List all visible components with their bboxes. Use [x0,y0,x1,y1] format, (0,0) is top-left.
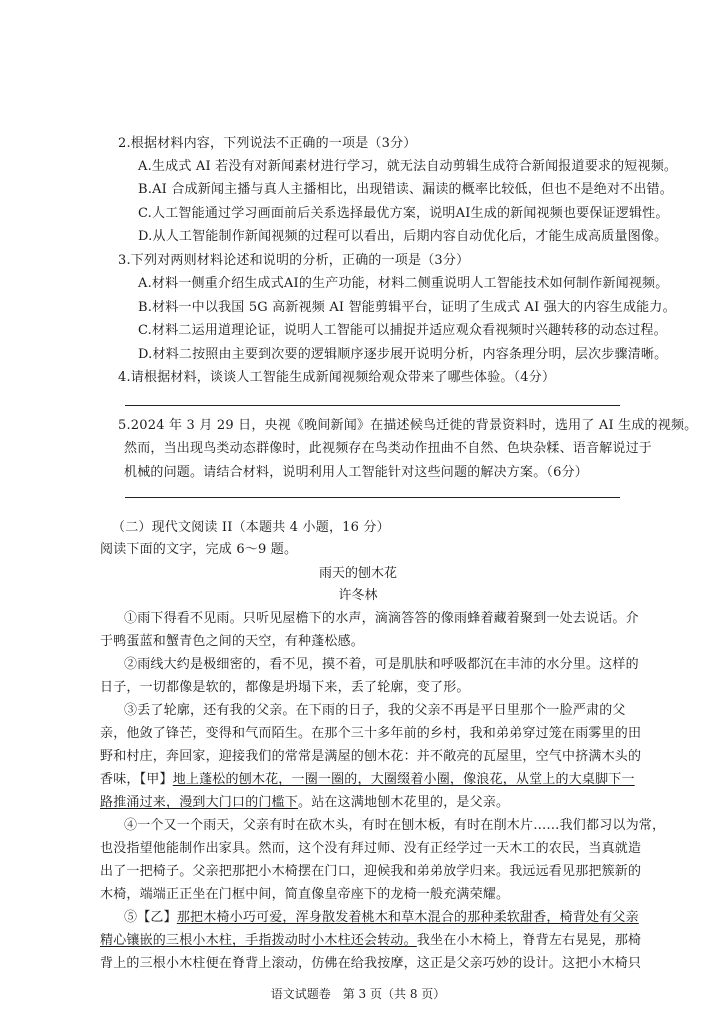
page-footer: 语文试题卷 第 3 页（共 8 页） [270,987,446,1001]
answer-line-q5 [125,497,620,498]
paragraph-3-line-4 [100,772,635,788]
paragraph-1-line-2: 于鸭蛋蓝和蟹青色之间的天空，有种蓬松感。 [100,634,365,649]
underlined-passage-jia: 地上蓬松的刨木花，一圈一圈的，大圈缀着小圈，像浪花，从堂上的大桌脚下一 [172,772,635,787]
paragraph-2-line-1: ②雨线大约是极细密的，看不见，摸不着，可是肌肤和呼吸都沉在丰沛的水分里。这样的 [124,657,639,672]
paragraph-5-line-2 [100,933,641,949]
underlined-passage-yi-end: 精心镶嵌的三根小木柱，手指拨动时小木柱还会转动。 [100,933,417,948]
paragraph-2-line-2: 日子，一切都像是软的，都像是坍塌下来，丢了轮廓，变了形。 [100,680,470,695]
paragraph-5-line-2-text: 我坐在小木椅上，脊背左右晃晃，那椅 [416,933,642,948]
article-author: 许冬林 [338,588,378,603]
paragraph-4-line-4: 木椅，端端正正坐在门框中间，简直像皇帝座下的龙椅一般充满荣耀。 [100,887,510,902]
question-2-stem: 2.根据材料内容，下列说法不正确的一项是（3分） [118,136,417,151]
paragraph-3-line-5 [100,795,509,811]
underlined-passage-jia-end: 路推涌过来，漫到大门口的门槛下 [100,795,299,810]
question-2-option-a: A.生成式 AI 若没有对新闻素材进行学习，就无法自动剪辑生成符合新闻报道要求的短视频。 [138,159,678,174]
question-3-option-d: D.材料二按照由主要到次要的逻辑顺序逐步展开说明分析，内容条理分明，层次步骤清晰。 [138,347,668,362]
paragraph-3-line-4-text: 香味，【甲】 [100,772,173,787]
question-5-line-2: 然而，当出现鸟类动态群像时，此视频存在鸟类动作扭曲不自然、色块杂糅、语音解说过于 [124,441,653,456]
question-2-option-b: B.AI 合成新闻主播与真人主播相比，出现错读、漏读的概率比较低，但也不是绝对不出错。 [138,182,673,197]
section-instruction: 阅读下面的文字，完成 6～9 题。 [100,542,298,557]
paragraph-5-line-1 [124,910,639,926]
paragraph-3-line-5-text: 。站在这满地刨木花里的，是父亲。 [298,795,510,810]
answer-line-q4 [125,405,620,406]
question-4-stem: 4.请根据材料，谈谈人工智能生成新闻视频给观众带来了哪些体验。（4分） [118,370,556,385]
question-3-option-a: A.材料一侧重介绍生成式AI的生产功能，材料二侧重说明人工智能技术如何制作新闻视频。 [138,276,669,291]
paragraph-3-line-1: ③丢了轮廓，还有我的父亲。在下雨的日子，我的父亲不再是平日里那个一脸严肃的父 [124,703,626,718]
question-3-stem: 3.下列对两则材料论述和说明的分析，正确的一项是（3分） [118,253,470,268]
section-header: （二）现代文阅读 II（本题共 4 小题，16 分） [112,520,390,535]
paragraph-5-line-1-text: ⑤【乙】 [124,910,177,925]
paragraph-4-line-2: 也没指望他能制作出家具。然而，这个没有拜过师、没有正经学过一天木工的农民，当真就造 [100,841,642,856]
question-3-option-b: B.材料一中以我国 5G 高新视频 AI 智能剪辑平台，证明了生成式 AI 强大的内容生成能力。 [138,300,676,315]
question-2-option-d: D.从人工智能制作新闻视频的过程可以看出，后期内容自动优化后，才能生成高质量图像。 [138,229,668,244]
question-5-line-3: 机械的问题。请结合材料，说明利用人工智能针对这些问题的解决方案。（6分） [124,465,588,480]
paragraph-4-line-1: ④一个又一个雨天，父亲有时在砍木头，有时在刨木板，有时在削木片……我们都习以为常， [124,818,666,833]
paragraph-4-line-3: 出了一把椅子。父亲把那把小木椅摆在门口，迎候我和弟弟放学归来。我远远看见那把簇新的 [100,864,642,879]
paragraph-5-line-3: 背上的三根小木柱便在脊背上滚动，仿佛在给我按摩，这正是父亲巧妙的设计。这把小木椅只 [100,956,642,971]
article-title: 雨天的刨木花 [318,566,397,581]
paragraph-3-line-2: 亲，他敛了锋芒，变得和气而陌生。在那个三十多年前的乡村，我和弟弟穿过笼在雨雾里的田 [100,726,642,741]
underlined-passage-yi: 那把木椅小巧可爱，浑身散发着桃木和草木混合的那种柔软甜香，椅背处有父亲 [176,910,639,925]
question-5-line-1: 5.2024 年 3 月 29 日，央视《晚间新闻》在描述候鸟迁徙的背景资料时，选用了 AI 生成的视频。 [118,418,698,433]
question-3-option-c: C.材料二运用道理论证，说明人工智能可以捕捉并适应观众看视频时兴趣转移的动态过程。 [138,323,667,338]
question-2-option-c: C.人工智能通过学习画面前后关系选择最优方案，说明AI生成的新闻视频也要保证逻辑性。 [138,206,669,221]
paragraph-1-line-1: ①雨下得看不见雨。只听见屋檐下的水声，滴滴答答的像雨蜂着藏着聚到一处去说话。介 [124,611,639,626]
paragraph-3-line-3: 野和村庄，奔回家，迎接我们的常常是满屋的刨木花：并不敞亮的瓦屋里，空气中挤满木头的 [100,749,642,764]
